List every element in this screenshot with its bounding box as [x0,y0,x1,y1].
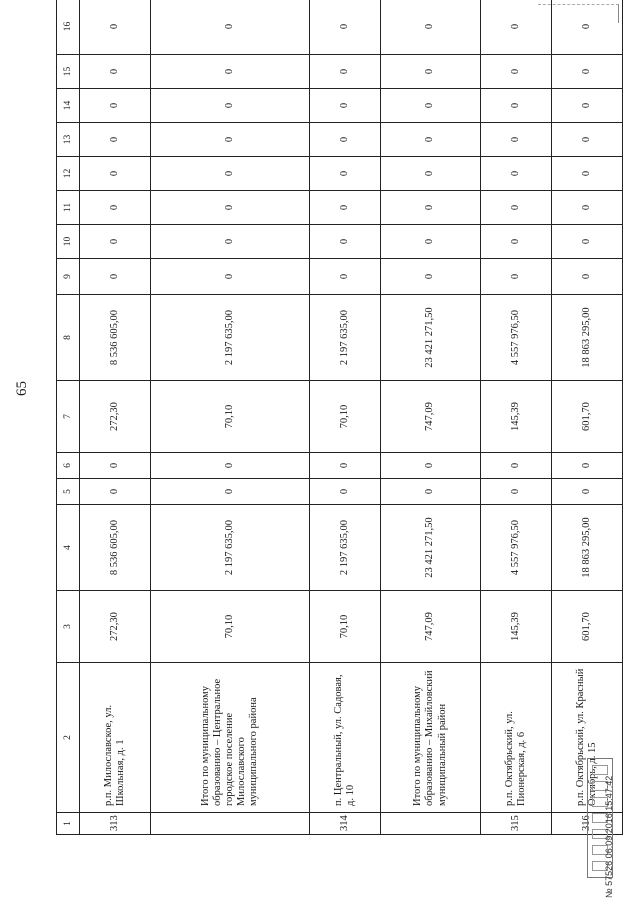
value-cell: 0 [481,479,552,505]
value-cell: 70,10 [309,381,380,453]
value-cell: 0 [150,453,309,479]
value-cell: 2 197 635,00 [150,505,309,591]
register-table [56,0,623,835]
column-number-header: 16 [57,0,80,55]
value-cell: 145,39 [481,381,552,453]
value-cell: 601,70 [552,591,623,663]
value-cell: 2 197 635,00 [150,295,309,381]
value-cell: 0 [150,123,309,157]
value-cell: 272,30 [80,591,151,663]
value-cell: 18 863 295,00 [552,505,623,591]
table-body [57,0,623,835]
value-cell: 0 [80,123,151,157]
value-cell: 0 [80,225,151,259]
column-number-header: 12 [57,157,80,191]
value-cell: 0 [150,479,309,505]
value-cell: 0 [552,191,623,225]
value-cell: 0 [481,55,552,89]
value-cell: 0 [552,259,623,295]
column-number-header: 11 [57,191,80,225]
value-cell: 4 557 976,50 [481,505,552,591]
value-cell: 0 [552,89,623,123]
registration-stamp: № 57526 06.09.2016 15:47:42 [604,775,614,898]
address-cell: Итого по муниципальному образованию – Центральное городское поселение Милославского муниципального района [150,663,309,813]
table-row [309,0,380,835]
value-cell: 0 [309,55,380,89]
value-cell: 0 [150,55,309,89]
column-number-header: 5 [57,479,80,505]
value-cell: 0 [481,225,552,259]
value-cell: 0 [552,225,623,259]
value-cell: 0 [552,479,623,505]
value-cell: 0 [80,259,151,295]
value-cell: 70,10 [309,591,380,663]
value-cell: 0 [380,157,480,191]
table-row [481,0,552,835]
value-cell: 0 [80,157,151,191]
value-cell: 0 [309,225,380,259]
value-cell: 0 [150,157,309,191]
value-cell: 0 [309,479,380,505]
value-cell: 0 [150,225,309,259]
value-cell: 0 [380,0,480,55]
value-cell: 0 [309,123,380,157]
value-cell: 0 [380,123,480,157]
row-number-cell: 313 [80,813,151,835]
column-number-header: 10 [57,225,80,259]
value-cell: 747,09 [380,381,480,453]
value-cell: 8 536 605,00 [80,295,151,381]
row-number-cell: 314 [309,813,380,835]
value-cell: 0 [309,191,380,225]
value-cell: 0 [309,0,380,55]
value-cell: 2 197 635,00 [309,505,380,591]
value-cell: 0 [481,259,552,295]
column-number-header: 4 [57,505,80,591]
column-number-header: 8 [57,295,80,381]
column-number-header: 14 [57,89,80,123]
column-number-header: 13 [57,123,80,157]
row-number-cell: 316 [552,813,623,835]
value-cell: 145,39 [481,591,552,663]
value-cell: 70,10 [150,381,309,453]
value-cell: 0 [309,453,380,479]
address-cell: Итого по муниципальному образованию – Михайловский муниципальный район [380,663,480,813]
value-cell: 0 [380,55,480,89]
header-row [57,0,80,835]
address-cell: р.п. Октябрьский, ул. Красный Октябрь, д. 15 [552,663,623,813]
address-cell: п. Центральный, ул. Садовая, д. 10 [309,663,380,813]
value-cell: 2 197 635,00 [309,295,380,381]
value-cell: 0 [380,453,480,479]
value-cell: 0 [80,89,151,123]
value-cell: 0 [481,123,552,157]
value-cell: 0 [481,157,552,191]
column-number-header: 6 [57,453,80,479]
value-cell: 0 [552,123,623,157]
value-cell: 0 [80,479,151,505]
value-cell: 8 536 605,00 [80,505,151,591]
value-cell: 0 [309,157,380,191]
row-number-cell [150,813,309,835]
value-cell: 0 [80,0,151,55]
column-number-header: 3 [57,591,80,663]
table-row [150,0,309,835]
value-cell: 0 [150,191,309,225]
value-cell: 0 [481,0,552,55]
value-cell: 0 [552,453,623,479]
value-cell: 601,70 [552,381,623,453]
value-cell: 0 [552,0,623,55]
address-cell: р.п. Милославское, ул. Школьная, д. 1 [80,663,151,813]
column-number-header: 7 [57,381,80,453]
address-cell: р.п. Октябрьский, ул. Пионерская, д. 6 [481,663,552,813]
row-number-cell [380,813,480,835]
table-row [380,0,480,835]
value-cell: 0 [80,55,151,89]
column-number-header: 2 [57,663,80,813]
value-cell: 272,30 [80,381,151,453]
value-cell: 70,10 [150,591,309,663]
value-cell: 0 [150,259,309,295]
value-cell: 0 [481,453,552,479]
value-cell: 23 421 271,50 [380,505,480,591]
value-cell: 0 [380,225,480,259]
value-cell: 0 [380,479,480,505]
value-cell: 0 [481,89,552,123]
value-cell: 4 557 976,50 [481,295,552,381]
value-cell: 0 [80,191,151,225]
value-cell: 747,09 [380,591,480,663]
value-cell: 0 [80,453,151,479]
value-cell: 0 [380,259,480,295]
value-cell: 0 [309,259,380,295]
rotated-table-wrapper [56,21,623,835]
value-cell: 0 [150,89,309,123]
value-cell: 23 421 271,50 [380,295,480,381]
value-cell: 0 [481,191,552,225]
table-row [552,0,623,835]
row-number-cell: 315 [481,813,552,835]
table-row [80,0,151,835]
column-number-header: 15 [57,55,80,89]
value-cell: 0 [552,55,623,89]
value-cell: 0 [150,0,309,55]
value-cell: 0 [380,191,480,225]
page-number: 65 [14,381,30,396]
column-number-header: 1 [57,813,80,835]
value-cell: 18 863 295,00 [552,295,623,381]
column-number-header: 9 [57,259,80,295]
value-cell: 0 [309,89,380,123]
value-cell: 0 [380,89,480,123]
value-cell: 0 [552,157,623,191]
